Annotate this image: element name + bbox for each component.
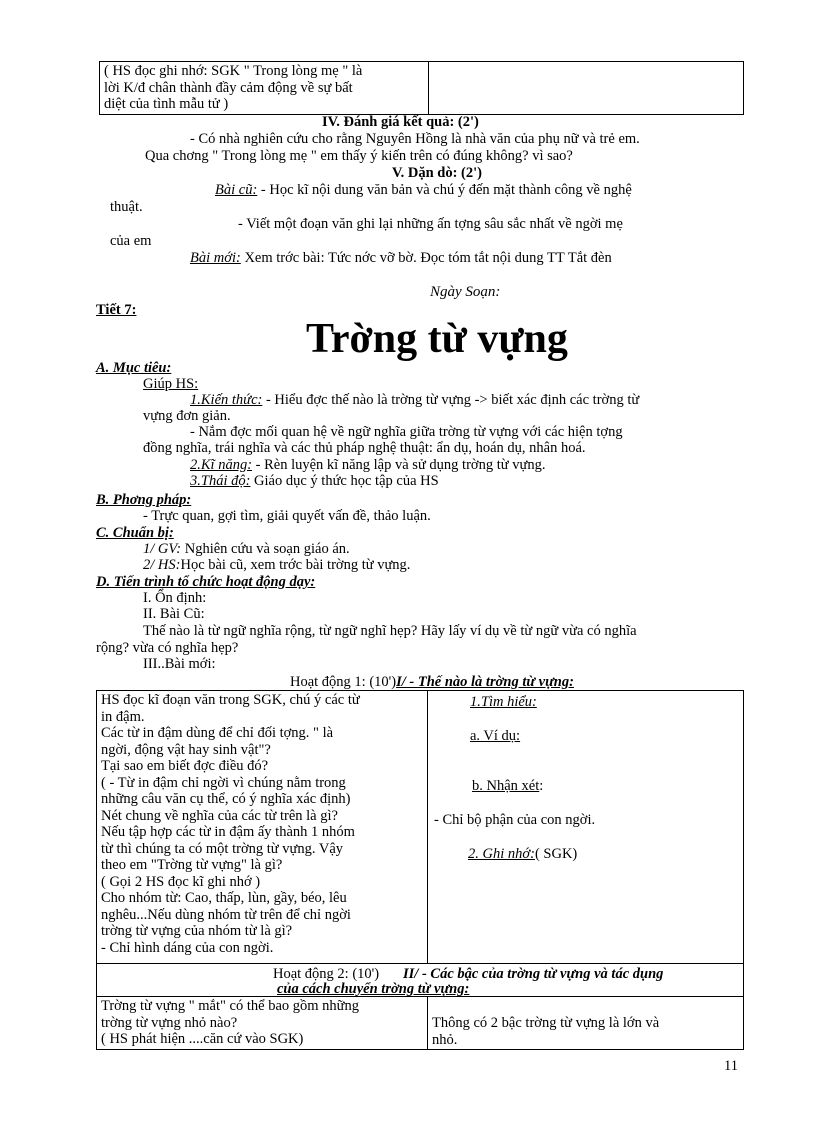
nhan-xet-label: b. Nhận xét: [472, 778, 540, 794]
hd1-title: I/ - Thế nào là trờng từ vựng:: [396, 674, 574, 690]
viet-line: - Viết một đoạn văn ghi lại những ấn tợng sâu sắc nhất về ngời mẹ: [238, 216, 623, 232]
gv-line: [143, 541, 350, 558]
tim-hieu: 1.Tìm hiểu:: [470, 694, 537, 710]
thai-do-label: 3.Thái độ:: [190, 473, 251, 489]
bai-cu-cont: thuật.: [110, 199, 143, 215]
table-line: Cho nhóm từ: Cao, thấp, lùn, gầy, béo, lêu: [101, 890, 347, 906]
table-line: Trờng từ vựng " mắt" có thể bao gồm những: [101, 998, 360, 1014]
kien-thuc-cont: vựng đơn giản.: [143, 408, 231, 424]
hd1-right-cell: [428, 691, 744, 964]
top-table-left-cell: [100, 62, 429, 115]
tiet-label: Tiết 7:: [96, 302, 137, 318]
table-line: trờng từ vựng nhỏ nào?: [101, 1014, 238, 1031]
hd1-table: [96, 690, 744, 1050]
lesson-title: Trờng từ vựng: [306, 316, 568, 362]
kien-thuc-label: 1.Kiến thức:: [190, 392, 263, 408]
ghi-nho-label: 2. Ghi nhớ:: [468, 846, 535, 862]
bai-cu-label: Bài cũ:: [215, 182, 258, 198]
kien-thuc-line: [190, 392, 639, 409]
hd2-right-cell: [428, 997, 744, 1050]
hd2-header-cell: [97, 964, 744, 997]
chi-bo-phan: - Chỉ bộ phận của con ngời.: [434, 812, 596, 828]
hd2-title-line1: II/ - Các bậc của trờng từ vựng và tác dụng: [403, 966, 664, 982]
table-line: ( - Từ in đậm chỉ ngời vì chúng nằm trong: [101, 774, 346, 791]
ki-nang-line: [190, 457, 545, 474]
hs-label: 2/ HS:: [143, 557, 181, 573]
bai-cu-line: [215, 182, 632, 199]
top-table-right-cell: [429, 62, 744, 115]
hd1-header: [290, 674, 574, 691]
top-table: [99, 61, 744, 115]
thai-do-line: [190, 473, 439, 490]
bai-moi-heading: III..Bài mới:: [143, 656, 216, 672]
table-line: trờng từ vựng của nhóm từ là gì?: [101, 923, 293, 939]
hd1-left-cell: [97, 691, 428, 964]
section-iv-line1: - Có nhà nghiên cứu cho rằng Nguyên Hồng là nhà văn của phụ nữ và trẻ em.: [190, 131, 640, 147]
ki-nang-label: 2.Kĩ năng:: [190, 457, 253, 473]
on-dinh: I. Ổn định:: [143, 590, 207, 606]
table-line: ( Gọi 2 HS đọc kĩ ghi nhớ ): [101, 873, 261, 890]
gv-text: Nghiên cứu và soạn giáo án.: [181, 541, 350, 557]
table-line: lời K/đ chân thành đầy cảm động về sự bất: [104, 79, 353, 96]
ki-nang-text: - Rèn luyện kĩ năng lập và sử dụng trờng từ vựng.: [252, 457, 546, 473]
table-line: nghêu...Nếu dùng nhóm từ trên để chỉ ngời: [101, 906, 351, 923]
table-line: diệt của tình mẫu tử ): [104, 96, 229, 112]
phuong-phap-heading: B. Phơng pháp:: [96, 492, 192, 508]
table-line: từ thì chúng ta có một trờng từ vựng. Vậy: [101, 840, 344, 857]
gv-label: 1/ GV:: [143, 541, 182, 557]
table-line: Thông có 2 bậc trờng từ vựng là lớn và: [432, 1015, 660, 1031]
section-iv-line2: Qua chơng " Trong lòng mẹ " em thấy ý kiến trên có đúng không? vì sao?: [145, 148, 573, 164]
table-line: HS đọc kĩ đoạn văn trong SGK, chú ý các từ: [101, 692, 360, 708]
hd1-label: Hoạt động 1: (10'): [290, 674, 397, 690]
kien-thuc-text: - Hiểu đợc thế nào là trờng từ vựng -> biết xác định các trờng từ: [262, 392, 640, 408]
bai-cu-text: - Học kĩ nội dung văn bản và chú ý đến mặt thành công về nghệ: [257, 182, 632, 198]
bai-moi-line: [190, 250, 612, 267]
ghi-nho: [468, 846, 577, 863]
table-line: Nếu tập hợp các từ in đậm ấy thành 1 nhóm: [101, 824, 355, 840]
bai-cu-heading: II. Bài Cũ:: [143, 606, 205, 622]
ngay-soan: Ngày Soạn:: [430, 284, 501, 300]
table-line: theo em "Trờng từ vựng" là gì?: [101, 857, 283, 873]
table-line: in đậm.: [101, 708, 145, 725]
page-number: 11: [724, 1058, 738, 1074]
table-line: Nét chung về nghĩa của các từ trên là gì?: [101, 807, 338, 824]
nam-line: - Nắm đợc mối quan hệ về ngữ nghĩa giữa trờng từ vựng với các hiện tợng: [190, 424, 623, 440]
nhan-xet-colon: :: [539, 778, 544, 794]
phuong-phap-text: - Trực quan, gợi tìm, giải quyết vấn đề, thảo luận.: [143, 508, 431, 524]
table-line: Các từ in đậm dùng để chỉ đối tợng. " là: [101, 725, 334, 741]
hd2-title-line2: của cách chuyển trờng từ vựng:: [277, 981, 470, 997]
table-line: - Chỉ hình dáng của con ngời.: [101, 939, 274, 956]
chuan-bi-heading: C. Chuẩn bị:: [96, 525, 174, 541]
nam-cont: đồng nghĩa, trái nghĩa và các thủ pháp nghệ thuật: ẩn dụ, hoán dụ, nhân hoá.: [143, 440, 586, 456]
giup-hs: Giúp HS:: [143, 376, 199, 392]
bai-moi-label: Bài mới:: [190, 250, 241, 266]
hd2-label: Hoạt động 2: (10'): [273, 966, 380, 982]
vi-du: a. Ví dụ:: [470, 728, 521, 744]
table-line: những câu văn cụ thể, có ý nghĩa xác định): [101, 791, 351, 807]
thai-do-text: Giáo dục ý thức học tập của HS: [250, 473, 439, 489]
hd2-left-cell: [97, 997, 428, 1050]
question-line2: rộng? vừa có nghĩa hẹp?: [96, 640, 239, 656]
table-line: ngời, động vật hay sinh vật"?: [101, 741, 271, 758]
muc-tieu-heading: A. Mục tiêu:: [96, 360, 172, 376]
question-line1: Thế nào là từ ngữ nghĩa rộng, từ ngữ nghĩ hẹp? Hãy lấy ví dụ về từ ngữ vừa có nghĩa: [143, 623, 637, 639]
table-line: Tại sao em biết đợc điều đó?: [101, 758, 269, 774]
section-iv-heading: IV. Đánh giá kết quả: (2'): [322, 114, 479, 130]
hs-text: Học bài cũ, xem trớc bài trờng từ vựng.: [180, 557, 411, 573]
viet-cont: của em: [110, 233, 152, 249]
table-line: ( HS phát hiện ....căn cứ vào SGK): [101, 1031, 304, 1047]
section-v-heading: V. Dặn dò: (2'): [392, 165, 482, 181]
table-line: ( HS đọc ghi nhớ: SGK " Trong lòng mẹ " là: [104, 63, 363, 79]
table-line: nhỏ.: [432, 1031, 458, 1048]
tien-trinh-heading: D. Tiến trình tổ chức hoạt động dạy:: [96, 574, 316, 590]
ghi-nho-text: ( SGK): [534, 846, 578, 862]
bai-moi-text: Xem trớc bài: Tức nớc vỡ bờ. Đọc tóm tắt nội dung TT Tắt đèn: [240, 250, 612, 266]
hs-line: [143, 557, 410, 574]
nhan-xet: [472, 778, 543, 795]
